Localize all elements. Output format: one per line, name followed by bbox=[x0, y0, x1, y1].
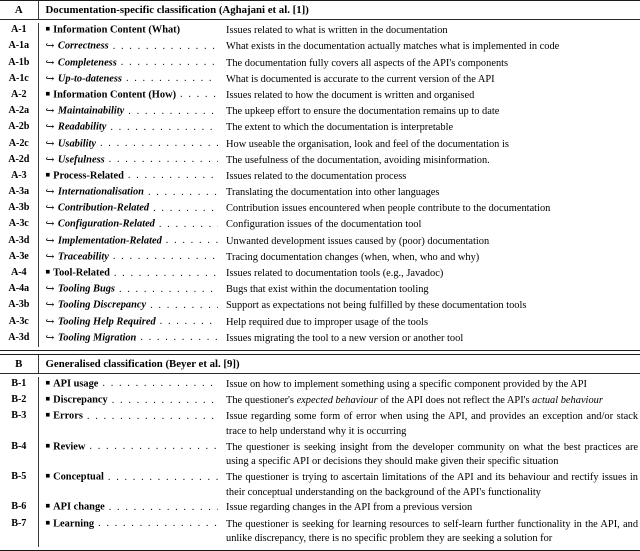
square-bullet-icon: ■ bbox=[45, 267, 51, 276]
category-name: Completeness bbox=[57, 57, 117, 69]
category-name: Configuration-Related bbox=[57, 219, 155, 231]
hooked-arrow-icon: ↪ bbox=[45, 251, 55, 263]
category-name: Implementation-Related bbox=[57, 235, 162, 247]
row-id: B-1 bbox=[11, 377, 27, 389]
row-description-cell: Issues related to the documentation process bbox=[226, 170, 407, 182]
row-label-cell bbox=[38, 393, 220, 409]
row-description-cell: Unwanted development issues caused by (poor) documentation bbox=[226, 235, 490, 247]
description-text: of the API does not reflect the API's bbox=[377, 395, 533, 407]
row-label-cell bbox=[38, 72, 220, 88]
row-label-cell bbox=[38, 120, 220, 136]
dot-leader bbox=[89, 441, 218, 452]
row-description-cell: What is documented is accurate to the current version of the API bbox=[226, 73, 495, 85]
row-description-cell bbox=[220, 393, 640, 409]
dot-leader bbox=[119, 284, 218, 295]
section-header-row bbox=[0, 1, 640, 19]
category-name: Learning bbox=[53, 518, 95, 530]
table-row bbox=[0, 298, 640, 314]
table-row bbox=[0, 39, 640, 55]
row-label-cell bbox=[38, 185, 220, 201]
square-bullet-icon: ■ bbox=[45, 377, 51, 387]
row-description-cell: Configuration issues of the documentation tool bbox=[226, 219, 422, 231]
dot-leader bbox=[160, 316, 218, 327]
row-label-cell bbox=[38, 201, 220, 217]
table-row bbox=[0, 409, 640, 439]
row-label-cell bbox=[38, 331, 220, 347]
table-row bbox=[0, 72, 640, 88]
table-row bbox=[0, 169, 640, 185]
table-row bbox=[0, 55, 640, 71]
row-id: B-4 bbox=[11, 440, 27, 452]
dot-leader bbox=[100, 138, 218, 149]
row-label-cell bbox=[38, 500, 220, 516]
hooked-arrow-icon: ↪ bbox=[45, 187, 55, 199]
section-title: Generalised classification (Beyer et al. [9]) bbox=[38, 355, 640, 373]
row-label-cell bbox=[38, 298, 220, 314]
table-row bbox=[0, 136, 640, 152]
table-row bbox=[0, 233, 640, 249]
dot-leader bbox=[180, 89, 218, 100]
emphasised-term: expected behaviour bbox=[296, 395, 378, 407]
hooked-arrow-icon: ↪ bbox=[45, 300, 55, 312]
dot-leader bbox=[109, 154, 218, 165]
category-name: Usefulness bbox=[57, 154, 105, 166]
hooked-arrow-icon: ↪ bbox=[45, 106, 55, 118]
category-name: Tooling Bugs bbox=[57, 283, 115, 295]
row-id: A-1c bbox=[8, 72, 29, 84]
row-label-cell bbox=[38, 409, 220, 439]
table-row bbox=[0, 153, 640, 169]
square-bullet-icon: ■ bbox=[45, 88, 51, 98]
section-id: B bbox=[15, 357, 23, 370]
square-bullet-icon: ■ bbox=[45, 471, 51, 481]
dot-leader bbox=[166, 235, 218, 246]
row-id: A-3e bbox=[8, 250, 29, 262]
row-id: A-3c bbox=[8, 315, 29, 327]
table-row bbox=[0, 217, 640, 233]
category-name: Correctness bbox=[57, 40, 109, 52]
row-id: A-3c bbox=[8, 218, 29, 230]
section-title: Documentation-specific classification (Aghajani et al. [1]) bbox=[38, 1, 640, 19]
dot-leader bbox=[102, 378, 218, 389]
category-name: Usability bbox=[57, 138, 96, 150]
hooked-arrow-icon: ↪ bbox=[45, 122, 55, 134]
row-id: A-3a bbox=[8, 186, 30, 198]
row-description-cell: Issue regarding changes in the API from a previous version bbox=[226, 502, 473, 514]
category-name: Information Content (What) bbox=[53, 24, 181, 36]
hooked-arrow-icon: ↪ bbox=[45, 235, 55, 247]
category-name: Traceability bbox=[57, 251, 109, 263]
table-row bbox=[0, 393, 640, 409]
row-label-cell bbox=[38, 23, 220, 39]
square-bullet-icon: ■ bbox=[45, 169, 51, 179]
row-description-cell: The upkeep effort to ensure the documentation remains up to date bbox=[226, 106, 500, 118]
row-description-cell: Issue regarding some form of error when using the API, and provides an exception and/or stack trace to help understand why it is occurring bbox=[226, 411, 639, 437]
row-description-cell: Contribution issues encountered when people contribute to the documentation bbox=[226, 203, 551, 215]
row-description-cell: Issue on how to implement something using a specific component provided by the API bbox=[226, 378, 588, 390]
row-description-cell: Issues migrating the tool to a new version or another tool bbox=[226, 332, 464, 344]
row-id: B-2 bbox=[11, 394, 27, 406]
dot-leader bbox=[148, 187, 218, 198]
table-row bbox=[0, 314, 640, 330]
dot-leader bbox=[128, 170, 218, 181]
table-row bbox=[0, 120, 640, 136]
square-bullet-icon: ■ bbox=[45, 394, 51, 404]
row-id: B-3 bbox=[11, 410, 27, 422]
dot-leader bbox=[110, 122, 218, 133]
category-name: Contribution-Related bbox=[57, 202, 150, 214]
hooked-arrow-icon: ↪ bbox=[45, 284, 55, 296]
row-label-cell bbox=[38, 169, 220, 185]
row-id: B-7 bbox=[11, 517, 27, 529]
row-id: B-6 bbox=[11, 501, 27, 513]
row-label-cell bbox=[38, 314, 220, 330]
row-description-cell: Tracing documentation changes (when, when, who and why) bbox=[226, 251, 480, 263]
row-description-cell: Help required due to improper usage of the tools bbox=[226, 316, 428, 328]
table-row bbox=[0, 266, 640, 282]
row-id: A-2d bbox=[8, 153, 30, 165]
row-description-cell: Support as expectations not being fulfilled by these documentation tools bbox=[226, 300, 527, 312]
category-name: Tooling Discrepancy bbox=[57, 299, 147, 311]
category-name: Maintainability bbox=[57, 105, 125, 117]
dot-leader bbox=[113, 41, 218, 52]
table-row bbox=[0, 500, 640, 516]
table-body bbox=[0, 1, 640, 550]
table-row bbox=[0, 104, 640, 120]
table-row bbox=[0, 470, 640, 500]
square-bullet-icon: ■ bbox=[45, 410, 51, 420]
description-text: The questioner's bbox=[226, 395, 297, 407]
category-name: Process-Related bbox=[53, 170, 124, 182]
square-bullet-icon: ■ bbox=[45, 517, 51, 527]
table-row bbox=[0, 88, 640, 104]
table-row bbox=[0, 331, 640, 347]
section-header-row bbox=[0, 355, 640, 373]
dot-leader bbox=[98, 518, 218, 529]
row-description-cell: The documentation fully covers all aspects of the API's components bbox=[226, 57, 509, 69]
row-description-cell: Issues related to how the document is written and organised bbox=[226, 89, 475, 101]
row-id: A-3b bbox=[8, 299, 30, 311]
table-row bbox=[0, 201, 640, 217]
category-name: Errors bbox=[53, 410, 83, 422]
row-label-cell bbox=[38, 104, 220, 120]
category-name: Tool-Related bbox=[53, 267, 110, 279]
dot-leader bbox=[159, 219, 218, 230]
dot-leader bbox=[150, 300, 218, 311]
table-row bbox=[0, 250, 640, 266]
category-name: Tooling Migration bbox=[57, 332, 137, 344]
dot-leader bbox=[112, 395, 218, 406]
row-description-cell: Issues related to what is written in the documentation bbox=[226, 25, 448, 37]
row-id: A-4a bbox=[8, 283, 30, 295]
hooked-arrow-icon: ↪ bbox=[45, 138, 55, 150]
row-description-cell: Issues related to documentation tools (e.g., Javadoc) bbox=[226, 268, 444, 279]
category-name: Information Content (How) bbox=[53, 89, 177, 101]
table-row bbox=[0, 377, 640, 393]
row-id: A-2 bbox=[10, 88, 27, 100]
row-description-cell: Bugs that exist within the documentation tooling bbox=[226, 284, 429, 296]
table-row bbox=[0, 282, 640, 298]
row-id: B-5 bbox=[11, 471, 27, 483]
section-id: A bbox=[14, 4, 23, 16]
row-description-cell: The questioner is seeking for learning resources to self-learn further functionality in the API, and unlike discrepancy, there is no specific problem they are seeking a solution for bbox=[226, 518, 639, 545]
row-id: A-2a bbox=[8, 105, 30, 117]
row-label-cell bbox=[38, 282, 220, 298]
row-label-cell bbox=[38, 136, 220, 152]
row-id: A-3d bbox=[8, 331, 30, 343]
row-label-cell bbox=[38, 470, 220, 500]
hooked-arrow-icon: ↪ bbox=[45, 203, 55, 215]
dot-leader bbox=[140, 332, 218, 343]
row-id: A-2c bbox=[8, 137, 29, 149]
row-label-cell bbox=[38, 440, 220, 470]
table-row bbox=[0, 440, 640, 470]
hooked-arrow-icon: ↪ bbox=[45, 73, 55, 85]
category-name: Review bbox=[53, 441, 86, 453]
dot-leader bbox=[126, 73, 218, 84]
row-description-cell: The usefulness of the documentation, avoiding misinformation. bbox=[226, 154, 490, 166]
category-name: Tooling Help Required bbox=[57, 316, 156, 328]
category-name: API change bbox=[53, 501, 105, 513]
hooked-arrow-icon: ↪ bbox=[45, 219, 55, 231]
row-label-cell bbox=[38, 233, 220, 249]
row-label-cell bbox=[38, 88, 220, 104]
row-label-cell bbox=[38, 266, 220, 282]
row-label-cell bbox=[38, 516, 220, 546]
table-row bbox=[0, 516, 640, 546]
dot-leader bbox=[113, 251, 218, 262]
dot-leader bbox=[108, 472, 218, 483]
dot-leader bbox=[153, 203, 218, 214]
category-name: Internationalisation bbox=[57, 186, 144, 198]
row-id: A-4 bbox=[10, 267, 27, 278]
square-bullet-icon: ■ bbox=[45, 440, 51, 450]
emphasised-term: actual behaviour bbox=[532, 395, 603, 407]
row-description-cell: The questioner is seeking insight from the developer community on what the best practices are using a specific API or decisions they should make given their specific situation bbox=[226, 441, 639, 468]
row-label-cell bbox=[38, 55, 220, 71]
hooked-arrow-icon: ↪ bbox=[45, 41, 55, 53]
dot-leader bbox=[128, 106, 218, 117]
dot-leader bbox=[87, 411, 218, 422]
row-id: A-1 bbox=[10, 24, 27, 36]
category-name: Up-to-dateness bbox=[57, 73, 122, 85]
hooked-arrow-icon: ↪ bbox=[45, 57, 55, 69]
row-label-cell bbox=[38, 39, 220, 55]
dot-leader bbox=[121, 57, 218, 68]
square-bullet-icon: ■ bbox=[45, 24, 51, 34]
row-id: A-1b bbox=[8, 56, 30, 68]
category-name: API usage bbox=[53, 378, 99, 390]
row-description-cell: What exists in the documentation actually matches what is implemented in code bbox=[226, 41, 560, 53]
row-label-cell bbox=[38, 250, 220, 266]
square-bullet-icon: ■ bbox=[45, 501, 51, 511]
row-description-cell: The extent to which the documentation is interpretable bbox=[226, 122, 454, 134]
row-id: A-2b bbox=[8, 121, 30, 133]
row-id: A-3d bbox=[8, 234, 30, 246]
table-row bbox=[0, 23, 640, 39]
dot-leader bbox=[109, 502, 218, 513]
category-name: Discrepancy bbox=[53, 394, 108, 406]
category-name: Conceptual bbox=[53, 471, 104, 483]
dot-leader bbox=[114, 268, 218, 279]
row-description-cell: The questioner is trying to ascertain limitations of the API and its behaviour and rectify issues in their conceptual understanding on the background of the API's functionality bbox=[226, 472, 639, 498]
hooked-arrow-icon: ↪ bbox=[45, 332, 55, 344]
category-name: Readability bbox=[57, 121, 107, 133]
row-label-cell bbox=[38, 217, 220, 233]
row-label-cell bbox=[38, 377, 220, 393]
row-id: A-3b bbox=[8, 202, 30, 214]
row-description-cell: Translating the documentation into other languages bbox=[226, 187, 440, 199]
hooked-arrow-icon: ↪ bbox=[45, 154, 55, 166]
hooked-arrow-icon: ↪ bbox=[45, 316, 55, 328]
row-description-cell: How useable the organisation, look and feel of the documentation is bbox=[226, 138, 509, 150]
table-row bbox=[0, 185, 640, 201]
row-label-cell bbox=[38, 153, 220, 169]
row-id: A-1a bbox=[8, 40, 30, 52]
row-id: A-3 bbox=[10, 169, 27, 181]
